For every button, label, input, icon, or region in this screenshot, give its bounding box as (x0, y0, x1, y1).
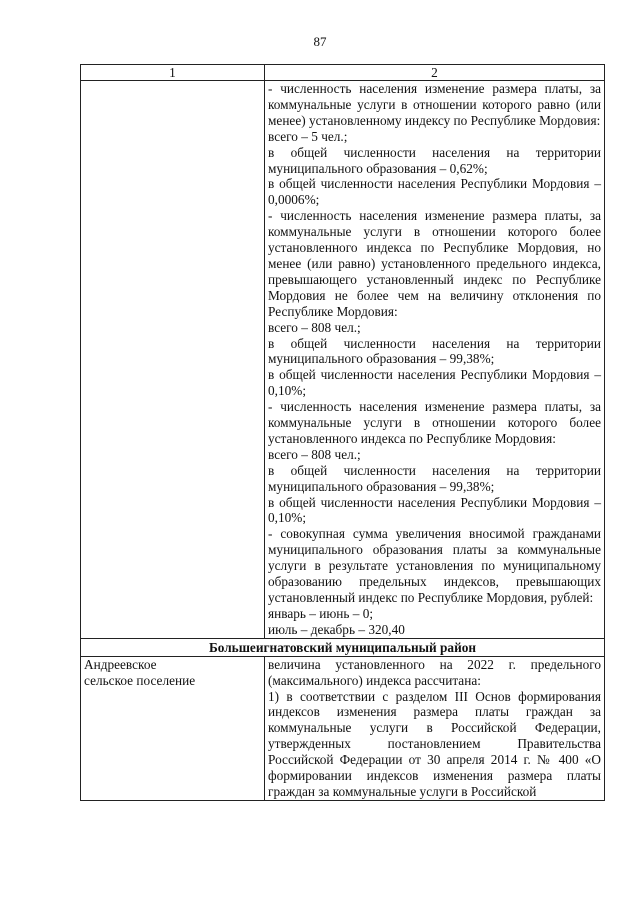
paragraph: в общей численности населения Республики Мордовия – 0,10%; (268, 367, 601, 399)
row1-col2 (265, 81, 605, 639)
settlement-type: сельское поселение (84, 672, 196, 688)
section-title: Большеигнатовский муниципальный район (81, 638, 605, 656)
paragraph: - численность населения изменение размера платы, за коммунальные услуги в отношении которого более установленного индекса по Республике Мордовия, но менее (или равно) установленного предельного индекса, превышающего установленный индекс по Республике Мордовия не более чем на величину отклонения по Республике Мордовия: (268, 208, 601, 319)
row2-col2 (265, 656, 605, 800)
paragraph: 1) в соответствии с разделом III Основ формирования индексов изменения размера платы граждан за коммунальные услуги в Российской Федерации, утвержденных постановлением Правительства Российской Федерации от 30 апреля 2014 г. № 400 «О формировании индексов изменения размера платы граждан за коммунальные услуги в Российской (268, 688, 601, 799)
table-header-row (81, 65, 605, 81)
row2-col1 (81, 656, 265, 800)
page-number: 87 (313, 34, 327, 49)
paragraph: январь – июнь – 0; (268, 605, 374, 621)
paragraph: в общей численности населения Республики Мордовия – 0,0006%; (268, 176, 601, 208)
paragraph: - численность населения изменение размера платы, за коммунальные услуги в отношении которого равно (или менее) установленному индексу по Республике Мордовия: (268, 81, 601, 128)
paragraph: величина установленного на 2022 г. предельного (максимального) индекса рассчитана: (268, 656, 601, 688)
table-row (81, 81, 605, 639)
table-row (81, 656, 605, 800)
header-cell-1: 1 (81, 65, 265, 81)
section-row (81, 638, 605, 656)
document-table (80, 64, 605, 801)
paragraph: в общей численности населения на территории муниципального образования – 0,62%; (268, 144, 601, 176)
paragraph: в общей численности населения на территории муниципального образования – 99,38%; (268, 462, 601, 494)
paragraph: всего – 5 чел.; (268, 128, 348, 144)
header-cell-2: 2 (265, 65, 605, 81)
paragraph: - совокупная сумма увеличения вносимой гражданами муниципального образования платы за коммунальные услуги в результате установления по муниципальному образованию предельных индексов, превышающих установленный индекс по Республике Мордовия, рублей: (268, 526, 601, 605)
settlement-name: Андреевское (84, 656, 157, 672)
paragraph: - численность населения изменение размера платы, за коммунальные услуги в отношении которого более установленного индекса по Республике Мордовия: (268, 399, 601, 446)
paragraph: в общей численности населения на территории муниципального образования – 99,38%; (268, 335, 601, 367)
paragraph: июль – декабрь – 320,40 (268, 621, 405, 637)
paragraph: всего – 808 чел.; (268, 319, 361, 335)
row1-col1-empty (81, 81, 265, 639)
paragraph: всего – 808 чел.; (268, 446, 361, 462)
paragraph: в общей численности населения Республики Мордовия – 0,10%; (268, 494, 601, 526)
